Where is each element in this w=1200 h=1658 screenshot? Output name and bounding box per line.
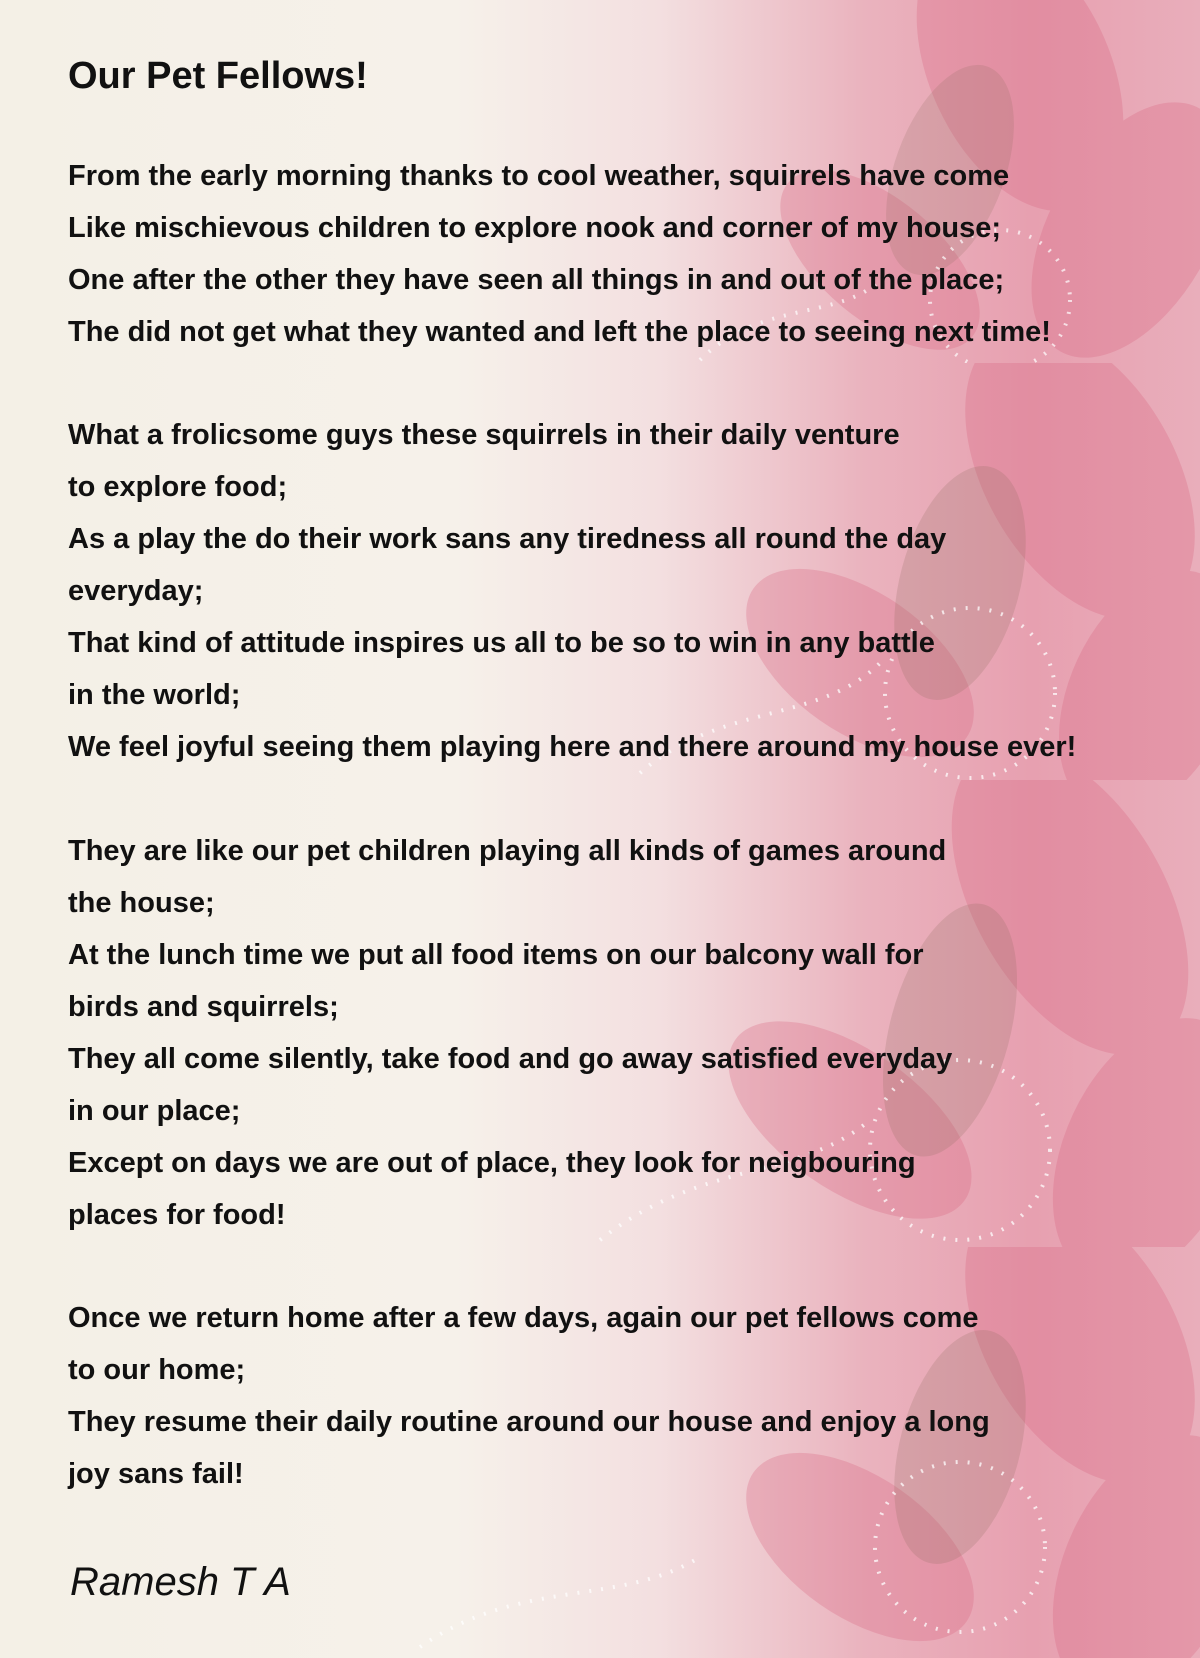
poem-line: Once we return home after a few days, again our pet fellows come <box>68 1302 979 1334</box>
poem-line: birds and squirrels; <box>68 991 339 1023</box>
poem-line: in the world; <box>68 679 241 711</box>
poem-line: We feel joyful seeing them playing here and there around my house ever! <box>68 731 1077 763</box>
poem-line: The did not get what they wanted and left the place to seeing next time! <box>68 316 1051 348</box>
poem-line: They all come silently, take food and go away satisfied everyday <box>68 1043 953 1075</box>
poem-line: That kind of attitude inspires us all to be so to win in any battle <box>68 627 935 659</box>
poem-line: to our home; <box>68 1354 246 1386</box>
stanza-1 <box>68 150 1051 358</box>
stanza-3 <box>68 825 952 1241</box>
poem-line: As a play the do their work sans any tiredness all round the day <box>68 523 947 555</box>
poem-line: joy sans fail! <box>68 1458 244 1490</box>
poem-line: They are like our pet children playing all kinds of games around <box>68 835 947 867</box>
poem-line: the house; <box>68 887 215 919</box>
poem-line: At the lunch time we put all food items on our balcony wall for <box>68 939 924 971</box>
author-name: Ramesh T A <box>70 1560 291 1604</box>
poem-line: From the early morning thanks to cool weather, squirrels have come <box>68 160 1010 192</box>
poem-title: Our Pet Fellows! <box>68 55 368 97</box>
poem-line: One after the other they have seen all things in and out of the place; <box>68 264 1005 296</box>
poem-line: in our place; <box>68 1095 241 1127</box>
poem-line: places for food! <box>68 1199 286 1231</box>
poem-line: everyday; <box>68 575 204 607</box>
poem-line: What a frolicsome guys these squirrels in their daily venture <box>68 419 900 451</box>
poem-line: Like mischievous children to explore nook and corner of my house; <box>68 212 1002 244</box>
poem-line: Except on days we are out of place, they look for neigbouring <box>68 1147 916 1179</box>
poem-line: They resume their daily routine around our house and enjoy a long <box>68 1406 990 1438</box>
stanza-2 <box>68 409 1076 773</box>
poem-line: to explore food; <box>68 471 288 503</box>
stanza-4 <box>68 1292 990 1500</box>
